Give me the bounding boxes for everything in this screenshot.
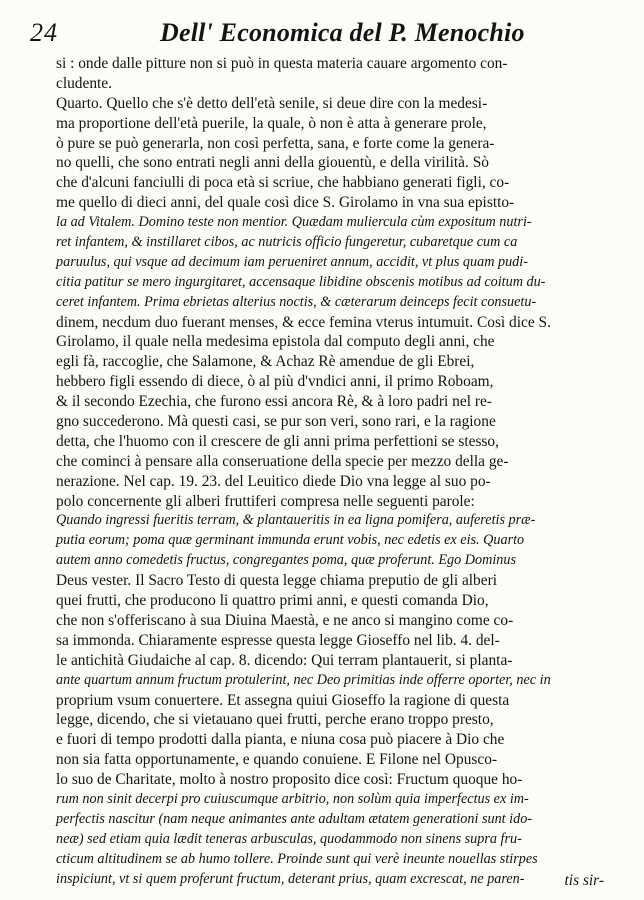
text-line: e fuori di tempo prodotti dalla pianta, e niuna cosa può piacere à Dio che <box>56 731 505 749</box>
latin-quote-line: autem anno comedetis fructus, congregantes poma, quæ proferunt. Ego Dominus <box>56 552 516 569</box>
running-title: Dell' Economica del P. Menochio <box>160 18 525 47</box>
text-line: polo concernente gli alberi fruttiferi compresa nelle seguenti parole: <box>56 492 475 510</box>
text-line: no quelli, che sono entrati negli anni della giouentù, e della virilità. Sò <box>56 154 489 172</box>
text-line: cludente. <box>56 74 112 92</box>
latin-quote-line: paruulus, qui vsque ad decimum iam perueniret annum, accidit, vt plus quam pudi- <box>56 253 528 270</box>
text-line: sa immonda. Chiaramente espresse questa legge Gioseffo nel lib. 4. del- <box>56 631 500 649</box>
text-line: & il secondo Ezechia, che furono essi ancora Rè, & à loro padri nel re- <box>56 393 492 411</box>
text-line: le antichità Giudaiche al cap. 8. dicendo: Qui terram plantauerit, si planta- <box>56 651 513 669</box>
latin-quote-line: ceret infantem. Prima ebrietas alterius noctis, & cæterarum deinceps fecit consuetu- <box>56 293 537 310</box>
latin-quote-line: neæ) sed etiam quia lædit teneras arbusculas, quodammodo non sinens supra fru- <box>56 830 522 847</box>
text-line: hebbero figli essendo di diece, ò al più d'vndici anni, il primo Roboam, <box>56 373 494 391</box>
text-line: proprium vsum conuertere. Et assegna quiui Gioseffo la ragione di questa <box>56 691 510 709</box>
catchword: tis sir- <box>564 872 604 889</box>
text-line: dinem, necdum duo fuerant menses, & ecce femina vterus intumuit. Così dice S. <box>56 313 551 331</box>
text-line: legge, dicendo, che si vietauano quei frutti, perche erano troppo presto, <box>56 711 494 729</box>
text-line: ò pure se può generarla, non così perfetta, sana, e forte come la genera- <box>56 134 495 152</box>
text-line: che cominci à pensare alla conseruatione della specie per mezzo della ge- <box>56 452 509 470</box>
text-line: lo suo de Charitate, molto à nostro proposito dice così: Fructum quoque ho- <box>56 771 523 789</box>
latin-quote-line: ret infantem, & instillaret cibos, ac nutricis officio fungeretur, cubaretque cum ca <box>56 234 518 251</box>
text-line: Girolamo, il quale nella medesima epistola dal computo degli anni, che <box>56 333 495 351</box>
running-header <box>30 18 620 52</box>
text-line: ma proportione dell'età puerile, la quale, ò non è atta à generare prole, <box>56 114 487 132</box>
text-line: si : onde dalle pitture non si può in questa materia cauare argomento con- <box>56 55 508 72</box>
text-line: me quello di dieci anni, del quale così dice S. Girolamo in vna sua epistto- <box>56 194 515 212</box>
text-body <box>56 54 611 889</box>
latin-quote-line: citia patitur se mero ingurgitaret, accensaque libidine obscenis motibus ad coitum du- <box>56 273 546 290</box>
latin-quote-line: putia eorum; poma quæ germinant immunda erunt vobis, nec edetis ex eis. Quarto <box>56 532 525 549</box>
text-line: Quarto. Quello che s'è detto dell'età senile, si deue dire con la medesi- <box>56 94 488 112</box>
latin-quote-line: inspiciunt, vt si quem proferunt fructum, deterant prius, quam excrescat, ne paren- <box>56 870 525 887</box>
text-line: detta, che l'huomo con il crescere de gli anni prima perfettioni se stesso, <box>56 432 499 450</box>
latin-quote-line: Quando ingressi fueritis terram, & plantaueritis in ea ligna pomifera, auferetis præ- <box>56 512 536 529</box>
text-line: che non s'offeriscano à sua Diuina Maestà, e ne anco si mangino come co- <box>56 611 514 629</box>
text-line: nerazione. Nel cap. 19. 23. del Leuitico diede Dio vna legge al suo po- <box>56 472 491 490</box>
text-line: non sia fatta opportunamente, e quando conuiene. E Filone nel Opusco- <box>56 751 498 769</box>
latin-quote-line: la ad Vitalem. Domino teste non mentior. Quædam muliercula cùm expositum nutri- <box>56 214 532 231</box>
latin-quote-line: rum non sinit decerpi pro cuiuscumque arbitrio, non solùm quia imperfectus ex im- <box>56 790 529 807</box>
text-line: che d'alcuni fanciulli di poca età si scriue, che habbiano generati figli, co- <box>56 174 510 192</box>
text-line: quei frutti, che producono li quattro primi anni, e questi comanda Dio, <box>56 592 489 610</box>
page-number: 24 <box>30 18 58 47</box>
text-line: gno succederono. Mà questi casi, se pur son veri, sono rari, e la ragione <box>56 413 496 431</box>
text-line: egli fà, raccoglie, che Salamone, & Achaz Rè amendue de gli Ebrei, <box>56 353 475 371</box>
text-line: Deus vester. Il Sacro Testo di questa legge chiama preputio de gli alberi <box>56 572 497 590</box>
latin-quote-line: ante quartum annum fructum protulerint, nec Deo primitias inde offerre oporter, nec in <box>56 671 551 688</box>
latin-quote-line: cticum altitudinem se ab humo tollere. Proinde sunt qui verè ineunte nouellas stirpes <box>56 850 538 867</box>
latin-quote-line: perfectis nascitur (nam neque animantes ante adultam ætatem generationi sunt ido- <box>56 810 533 827</box>
